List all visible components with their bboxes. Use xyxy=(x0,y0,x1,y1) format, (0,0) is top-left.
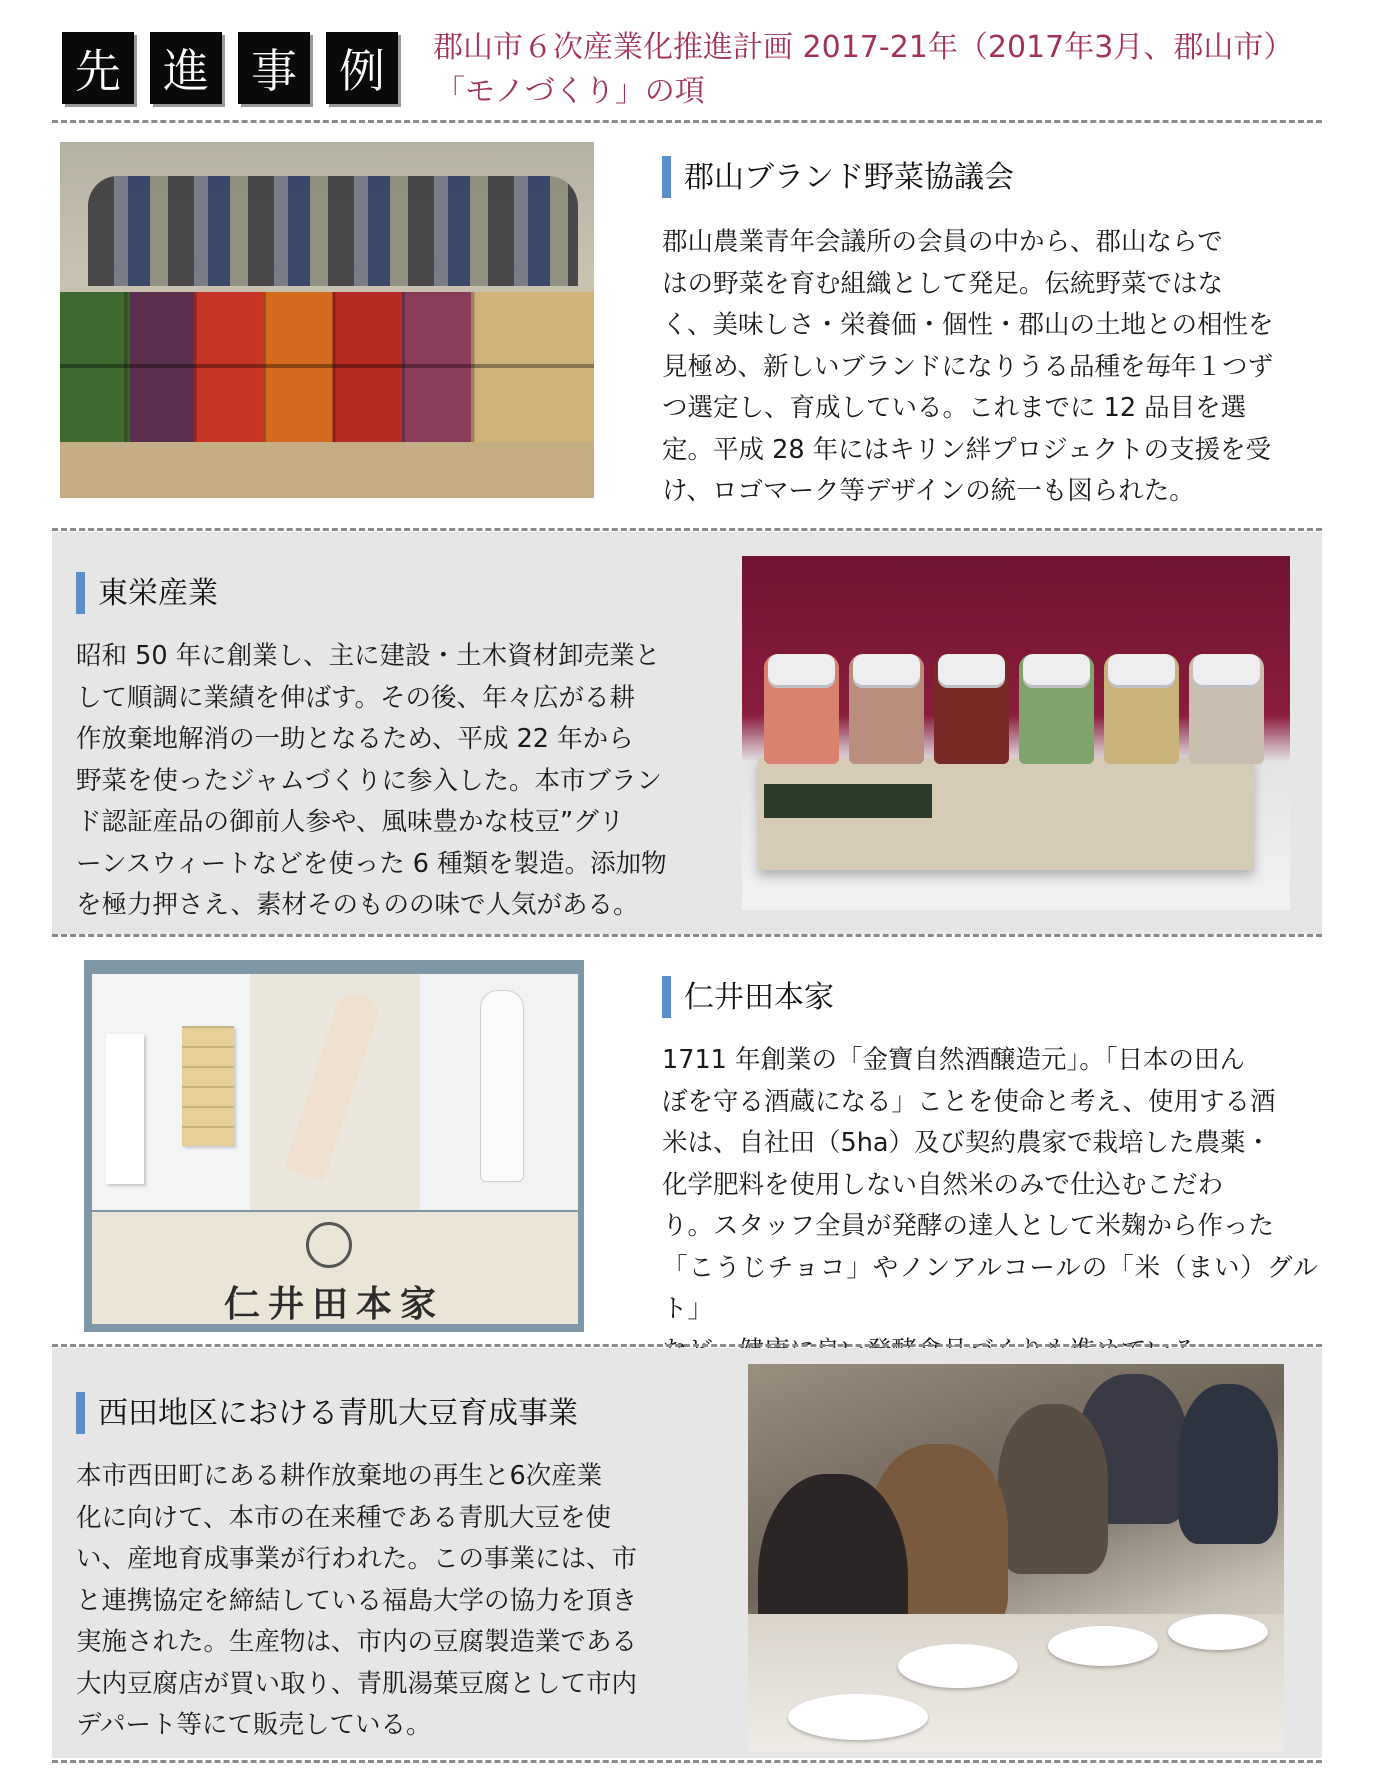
dashed-divider xyxy=(52,120,1322,123)
plate-figure xyxy=(898,1644,1018,1688)
body-line: して順調に業績を伸ばす。その後、年々広がる耕 xyxy=(76,682,635,713)
vegetable-stall-photo xyxy=(60,142,594,498)
product-label-figure xyxy=(764,784,932,818)
body-line: 定。平成 28 年にはキリン絆プロジェクトの支援を受 xyxy=(662,434,1272,465)
brewery-logo: 仁井田本家 xyxy=(223,1283,444,1325)
body-line: 昭和 50 年に創業し、主に建設・土木資材卸売業と xyxy=(76,641,661,671)
jam-jar xyxy=(1104,654,1179,764)
source-line-1: 郡山市６次産業化推進計画 2017-21年（2017年3月、郡山市） xyxy=(433,30,1294,65)
jam-jar xyxy=(1189,654,1264,764)
body-line: 実施された。生産物は、市内の豆腐製造業である xyxy=(76,1627,638,1657)
section-title: 西田地区における青肌大豆育成事業 xyxy=(76,1394,578,1434)
section-body xyxy=(76,1456,708,1747)
body-line: 化学肥料を使用しない自然米のみで仕込むこだわ xyxy=(662,1169,1224,1200)
section-title: 東栄産業 xyxy=(76,574,218,614)
dashed-divider xyxy=(52,528,1322,531)
body-line: り。スタッフ全員が発酵の達人として米麹から作った xyxy=(662,1211,1275,1241)
jam-jar xyxy=(764,654,839,764)
participant-figure xyxy=(1178,1384,1278,1544)
stall-base-figure xyxy=(60,442,594,498)
plate-figure xyxy=(788,1694,928,1740)
body-line: 作放棄地解消の一助となるため、平成 22 年から xyxy=(76,724,634,754)
jam-jar xyxy=(849,654,924,764)
body-line: はの野菜を育む組織として発足。伝統野菜ではな xyxy=(662,268,1224,299)
section-title: 郡山ブランド野菜協議会 xyxy=(662,158,1014,198)
brewery-crest-icon xyxy=(306,1222,352,1268)
section-title: 仁井田本家 xyxy=(662,978,834,1018)
body-line: く、美味しさ・栄養価・個性・郡山の土地との相性を xyxy=(662,310,1274,340)
jar-row xyxy=(764,654,1264,764)
source-line-2: 「モノづくり」の項 xyxy=(435,74,705,109)
section-body xyxy=(662,1040,1318,1372)
header-badges xyxy=(62,32,398,104)
product-card-figure xyxy=(106,1034,144,1184)
body-line: 見極め、新しいブランドになりうる品種を毎年１つず xyxy=(662,351,1273,382)
body-line: 大内豆腐店が買い取り、青肌湯葉豆腐として市内 xyxy=(76,1668,638,1699)
jam-jar xyxy=(1019,654,1094,764)
body-line: と連携協定を締結している福島大学の協力を頂き xyxy=(76,1585,638,1616)
body-line: ド認証産品の御前人参や、風味豊かな枝豆”グリ xyxy=(76,807,625,837)
body-line: け、ロゴマーク等デザインの統一も図られた。 xyxy=(662,476,1195,506)
badge-char: 進 xyxy=(150,32,222,104)
section-body xyxy=(76,636,708,927)
body-line: つ選定し、育成している。これまでに 12 品目を選 xyxy=(662,393,1247,423)
vegetable-crates-figure xyxy=(60,292,594,442)
sake-bottle-figure xyxy=(480,990,524,1182)
tasting-session-photo xyxy=(748,1364,1284,1752)
badge-char: 例 xyxy=(326,32,398,104)
body-line: 「こうじチョコ」やノンアルコールの「米（まい）グルト」 xyxy=(662,1252,1318,1324)
body-line: 野菜を使ったジャムづくりに参入した。本市ブラン xyxy=(76,765,662,796)
badge-char: 先 xyxy=(62,32,134,104)
chocolate-bar-figure xyxy=(182,1026,234,1146)
body-line: ぼを守る酒蔵になる」ことを使命と考え、使用する酒 xyxy=(662,1086,1276,1117)
plate-figure xyxy=(1168,1614,1268,1650)
body-line: を極力押さえ、素材そのものの味で人気がある。 xyxy=(76,890,639,920)
body-line: 本市西田町にある耕作放棄地の再生と6次産業 xyxy=(76,1461,603,1491)
section-body xyxy=(662,222,1318,513)
body-line: 化に向けて、本市の在来種である青肌大豆を使 xyxy=(76,1502,611,1533)
niida-honke-photo xyxy=(84,960,584,1332)
plate-figure xyxy=(1048,1626,1158,1666)
dashed-divider xyxy=(52,1344,1322,1347)
jam-jars-photo xyxy=(742,556,1290,910)
participant-figure xyxy=(998,1404,1108,1574)
koji-choco-tile xyxy=(92,974,250,1210)
body-line: 米は、自社田（5ha）及び契約農家で栽培した農薬・ xyxy=(662,1128,1272,1158)
dashed-divider xyxy=(52,934,1322,937)
body-line: デパート等にて販売している。 xyxy=(76,1710,432,1740)
farmers-group-figure xyxy=(88,176,578,286)
body-line: 郡山農業青年会議所の会員の中から、郡山ならで xyxy=(662,227,1223,257)
body-line: い、産地育成事業が行われた。この事業には、市 xyxy=(76,1544,638,1574)
body-line: ーンスウィートなどを使った 6 種類を製造。添加物 xyxy=(76,848,667,879)
dashed-divider xyxy=(52,1760,1322,1763)
body-line: 1711 年創業の「金寶自然酒醸造元」。「日本の田ん xyxy=(662,1045,1246,1075)
badge-char: 事 xyxy=(238,32,310,104)
source-reference xyxy=(433,26,1293,114)
jam-jar xyxy=(934,654,1009,764)
